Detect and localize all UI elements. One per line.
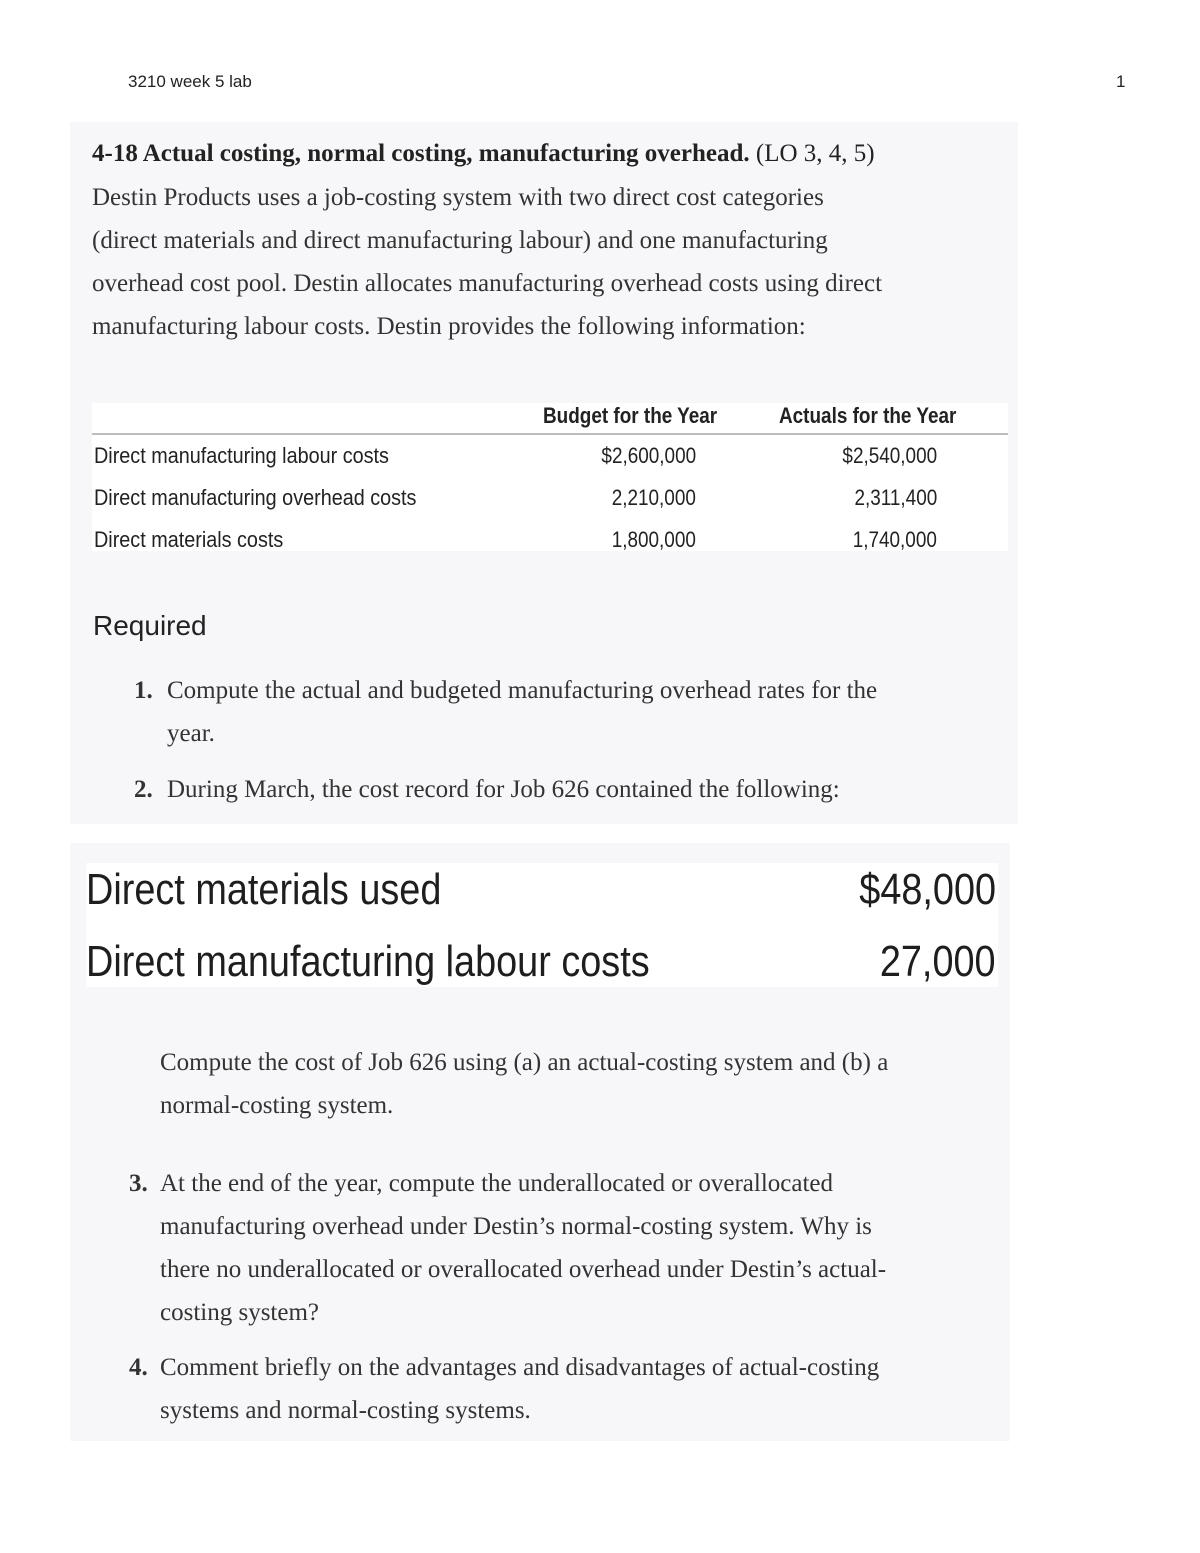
table-header-row — [92, 403, 1008, 435]
job-row-label-materials: Direct materials used — [86, 865, 442, 914]
item-2-line-1: During March, the cost record for Job 626 contained the following: — [167, 776, 840, 803]
row-budget-materials: 1,800,000 — [611, 527, 696, 552]
item-3-number: 3. — [129, 1170, 148, 1197]
page-number: 1 — [1116, 72, 1126, 91]
row-label-materials: Direct materials costs — [94, 527, 284, 552]
row-label-labour: Direct manufacturing labour costs — [94, 443, 389, 468]
row-actual-materials: 1,740,000 — [852, 527, 937, 552]
job-followup-line-2: normal-costing system. — [160, 1092, 394, 1119]
row-actual-overhead: 2,311,400 — [854, 485, 937, 510]
item-2-number: 2. — [134, 776, 153, 803]
row-label-overhead: Direct manufacturing overhead costs — [94, 485, 417, 510]
intro-line-2: (direct materials and direct manufacturing labour) and one manufacturing — [92, 227, 828, 254]
budget-actual-table — [92, 403, 1008, 551]
header-actuals: Actuals for the Year — [779, 403, 957, 428]
problem-learning-objectives: (LO 3, 4, 5) — [749, 140, 875, 167]
document-header-title: 3210 week 5 lab — [128, 72, 252, 91]
job-followup-line-1: Compute the cost of Job 626 using (a) an actual-costing system and (b) a — [160, 1049, 889, 1076]
item-3-line-1: At the end of the year, compute the underallocated or overallocated — [160, 1170, 834, 1197]
intro-line-4: manufacturing labour costs. Destin provides the following information: — [92, 313, 806, 340]
required-heading: Required — [93, 610, 207, 641]
problem-title-bold: 4-18 Actual costing, normal costing, manufacturing overhead. — [92, 140, 750, 167]
item-4-line-1: Comment briefly on the advantages and disadvantages of actual-costing — [160, 1354, 880, 1381]
job-row-value-labour: 27,000 — [880, 937, 996, 986]
item-4-number: 4. — [129, 1354, 148, 1381]
row-budget-overhead: 2,210,000 — [611, 485, 696, 510]
item-3-line-2: manufacturing overhead under Destin’s normal-costing system. Why is — [160, 1213, 872, 1240]
item-1-line-2: year. — [167, 720, 215, 747]
row-budget-labour: $2,600,000 — [601, 443, 696, 468]
item-3-line-4: costing system? — [160, 1299, 320, 1326]
header-budget: Budget for the Year — [543, 403, 718, 428]
problem-title — [92, 140, 875, 168]
intro-line-1: Destin Products uses a job-costing system with two direct cost categories — [92, 184, 824, 211]
item-4-line-2: systems and normal-costing systems. — [160, 1397, 531, 1424]
job-626-table — [86, 863, 998, 987]
item-3-line-3: there no underallocated or overallocated overhead under Destin’s actual- — [160, 1256, 887, 1283]
item-1-line-1: Compute the actual and budgeted manufacturing overhead rates for the — [167, 677, 878, 704]
row-actual-labour: $2,540,000 — [842, 443, 937, 468]
job-row-label-labour: Direct manufacturing labour costs — [86, 937, 650, 986]
item-1-number: 1. — [134, 677, 153, 704]
job-row-value-materials: $48,000 — [859, 865, 996, 914]
intro-line-3: overhead cost pool. Destin allocates manufacturing overhead costs using direct — [92, 270, 883, 297]
